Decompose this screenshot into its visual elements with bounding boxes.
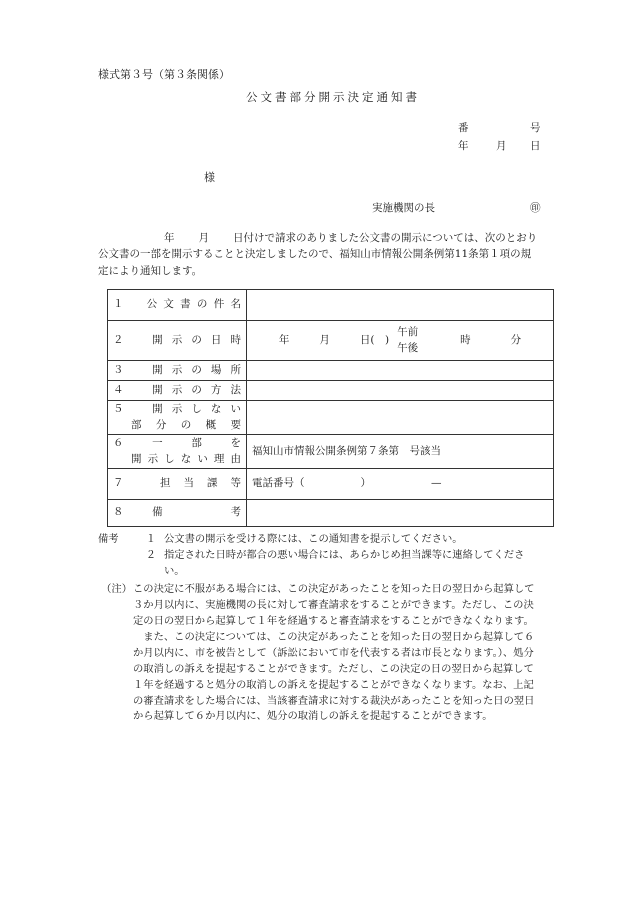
table-row <box>108 381 554 401</box>
intro-year: 年 <box>164 232 175 244</box>
remarks-item-2-text: 指定された日時が都合の悪い場合には、あらかじめ担当課等に連絡してください。 <box>164 548 525 577</box>
phone-label: 電話番号（ <box>252 477 305 490</box>
row-value-withheld <box>247 401 554 435</box>
remarks-item-1 <box>98 532 540 548</box>
table-row <box>108 401 554 435</box>
intro-paragraph <box>98 230 538 279</box>
row-value-reason: 福知山市情報公開条例第７条第 号該当 <box>247 435 554 469</box>
remarks-label: 備考 <box>98 533 119 545</box>
row-label-reason <box>108 435 247 469</box>
datetime-am: 午前 <box>397 325 419 338</box>
phone-dash: — <box>431 477 442 490</box>
date-month-label: 月 <box>496 140 507 152</box>
table-row <box>108 469 554 500</box>
reason-label-line1: ６ 一 部 を <box>113 437 241 450</box>
row-label-datetime: ２ 開示の日時 <box>108 321 247 361</box>
agency-head: 実施機関の長 <box>372 202 435 214</box>
reason-label-line2: 開示しない理由 <box>131 452 241 465</box>
withheld-label-line2: 部分の概要 <box>131 418 241 431</box>
remarks-item-2 <box>98 548 540 580</box>
form-number: 様式第３号（第３条関係） <box>98 68 230 81</box>
date-day-label: 日 <box>530 140 541 152</box>
date-year-label: 年 <box>458 140 469 152</box>
datetime-hour: 時 <box>460 333 471 346</box>
addressee-suffix: 様 <box>204 171 215 184</box>
datetime-pm: 午後 <box>397 341 419 354</box>
table-row <box>108 361 554 381</box>
table-row <box>108 435 554 469</box>
table-row <box>108 290 554 321</box>
row-value-place <box>247 361 554 381</box>
number-label: 番 <box>458 122 469 134</box>
caution-paragraph-2: また、この決定については、この決定があったことを知った日の翌日から起算して６か月以内に、市を被告として（訴訟において市を代表する者は市長となります。）、処分の取消しの訴えを提起することができます。ただし、この決定の日の翌日から起算して１年を経過すると処分の取消しの訴えを提起することができなくなります。なお、上記の審査請求をした場合には、当該審査請求に対する裁決があったことを知った日の翌日から起算して６か月以内に、処分の取消しの訴えを提起することができます。 <box>133 630 535 723</box>
datetime-day: 日( ) <box>359 333 390 346</box>
caution-label: （注） <box>101 582 132 595</box>
remarks-item-2-number: ２ <box>145 548 156 561</box>
row-value-remarks <box>247 500 554 527</box>
number-suffix: 号 <box>530 122 541 134</box>
datetime-year: 年 <box>278 333 290 346</box>
row-value-subject <box>247 290 554 321</box>
phone-close: ） <box>360 477 371 490</box>
notes-section <box>98 532 540 725</box>
remarks-item-1-number: １ <box>145 533 156 545</box>
intro-text: 日付けで請求のありました公文書の開示については、次のとおり公文書の一部を開示することと決定しましたので、福知山市情報公開条例第11条第１項の規定により通知します。 <box>98 232 538 277</box>
caution-paragraph-1: この決定に不服がある場合には、この決定があったことを知った日の翌日から起算して３か月以内に、実施機関の長に対して審査請求をすることができます。ただし、この決定の日の翌日から起算して１年を経過すると審査請求をすることができなくなります。 <box>133 582 535 627</box>
table-row <box>108 500 554 527</box>
row-value-method <box>247 381 554 401</box>
document-title: 公文書部分開示決定通知書 <box>246 90 420 104</box>
caution-note <box>98 582 540 726</box>
intro-month: 月 <box>198 232 209 244</box>
row-label-subject: １ 公文書の件名 <box>108 290 247 321</box>
row-value-datetime <box>247 321 554 361</box>
seal-mark: ㊞ <box>530 202 541 214</box>
row-label-place: ３ 開示の場所 <box>108 361 247 381</box>
datetime-minute: 分 <box>510 333 522 346</box>
row-label-method: ４ 開示の方法 <box>108 381 247 401</box>
row-label-remarks: ８ 備 考 <box>108 500 247 527</box>
details-table <box>107 289 554 527</box>
row-value-department <box>247 469 554 500</box>
datetime-month: 月 <box>319 333 330 346</box>
row-label-department: ７ 担当課等 <box>108 469 247 500</box>
table-row <box>108 321 554 361</box>
row-label-withheld <box>108 401 247 435</box>
withheld-label-line1: ５ 開示しない <box>113 403 241 416</box>
remarks-item-1-text: 公文書の開示を受ける際には、この通知書を提示してください。 <box>164 533 463 545</box>
